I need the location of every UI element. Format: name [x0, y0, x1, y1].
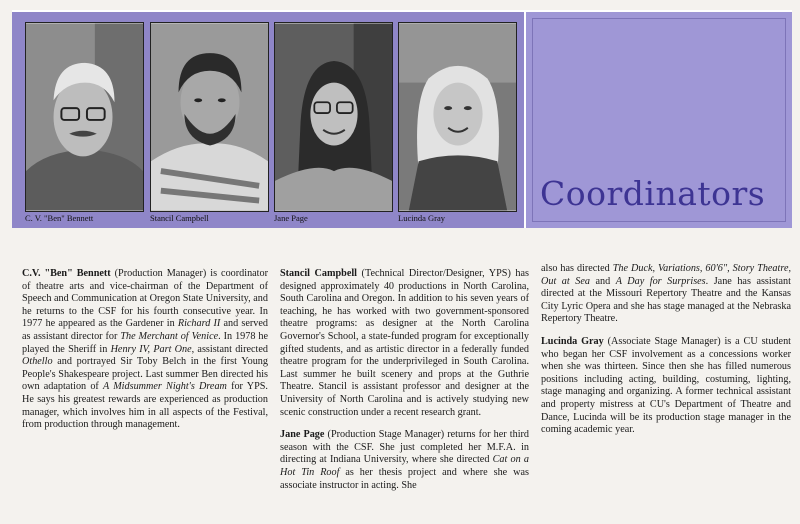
gray-name: Lucinda Gray: [541, 335, 604, 347]
campbell-photo: [150, 22, 269, 212]
gray-bio: Lucinda Gray (Associate Stage Manager) is a CU student who began her CSF involvement as a concessions worker when she was thirteen. Since then she has filled numerous positions including acting, building, costuming, lighting, stage managing and organizing. A former technical assistant and property mistress at CU's Department of Theatre and Dance, Lucinda will be its production stage manager in the coming academic year.: [541, 335, 791, 436]
gray-photo: [398, 22, 517, 212]
bennett-photo: [25, 22, 144, 212]
portrait-photo-icon: [26, 23, 143, 211]
campbell-bio: Stancil Campbell (Technical Director/Designer, YPS) has designed approximately 40 productions in North Carolina, South Carolina and Oregon. In addition to his seven years of teaching, he has worked with two government-sponsored theatre programs: as designer at the North Carolina Governor's School, a state-funded program for exceptionally gifted students, and as artistic director in a federally funded theatre program for the underprivileged in South Carolina. Last summer he built scenery and props at the Guthrie Theatre. Stancil is assistant professor and designer at the University of North Carolina and is actively studying new scenic construction under a recent research grant.: [280, 268, 529, 418]
page-bio-continued: also has directed The Duck, Variations, 60'6", Story Theatre, Out at Sea and A Day for Surprises. Jane has assistant directed at the Missouri Repertory Theatre and the Kansas City Lyric Opera and she has stage managed at the Nebraska Repertory Theatre.: [541, 263, 792, 325]
bennett-caption: C. V. "Ben" Bennett: [25, 213, 94, 223]
portrait-photo-icon: [275, 23, 392, 211]
title-panel: [526, 12, 792, 228]
bio-column-3: [541, 263, 791, 437]
page-name: Jane Page: [280, 429, 325, 441]
page-photo: [274, 22, 393, 212]
campbell-caption: Stancil Campbell: [150, 213, 209, 223]
portrait-photo-icon: [151, 23, 268, 211]
bennett-name: C.V. "Ben" Bennett: [22, 268, 111, 279]
page-title: Coordinators: [540, 174, 766, 213]
bennett-bio: C.V. "Ben" Bennett (Production Manager) is coordinator of theatre arts and vice-chairman of the Department of Speech and Communication at Oregon State University, and he returns to the CSF for his fourth consecutive year. In 1977 he appeared as the Gardener in Richard II and served as assistant director for The Merchant of Venice. In 1978 he played the Sheriff in Henry IV, Part One, assistant directed Othello and portrayed Sir Toby Belch in the first Young People's Shakespeare project. Last summer Ben directed his own adaptation of A Midsummer Night's Dream for YPS. He says his greatest rewards are experienced as production manager, which involves him in all aspects of the Festival, from production through management.: [22, 268, 269, 431]
campbell-name: Stancil Campbell: [280, 268, 357, 279]
gray-caption: Lucinda Gray: [398, 213, 445, 223]
page-caption: Jane Page: [274, 213, 308, 223]
page-bio: Jane Page (Production Stage Manager) returns for her third season with the CSF. She just completed her M.F.A. in directing at Indiana University, where she directed Cat on a Hot Tin Roof as her thesis project and where she was associate instructor in acting. She: [280, 429, 530, 491]
bio-column-2: [280, 268, 529, 492]
bio-column-1: [22, 268, 268, 432]
portrait-photo-icon: [399, 23, 516, 211]
